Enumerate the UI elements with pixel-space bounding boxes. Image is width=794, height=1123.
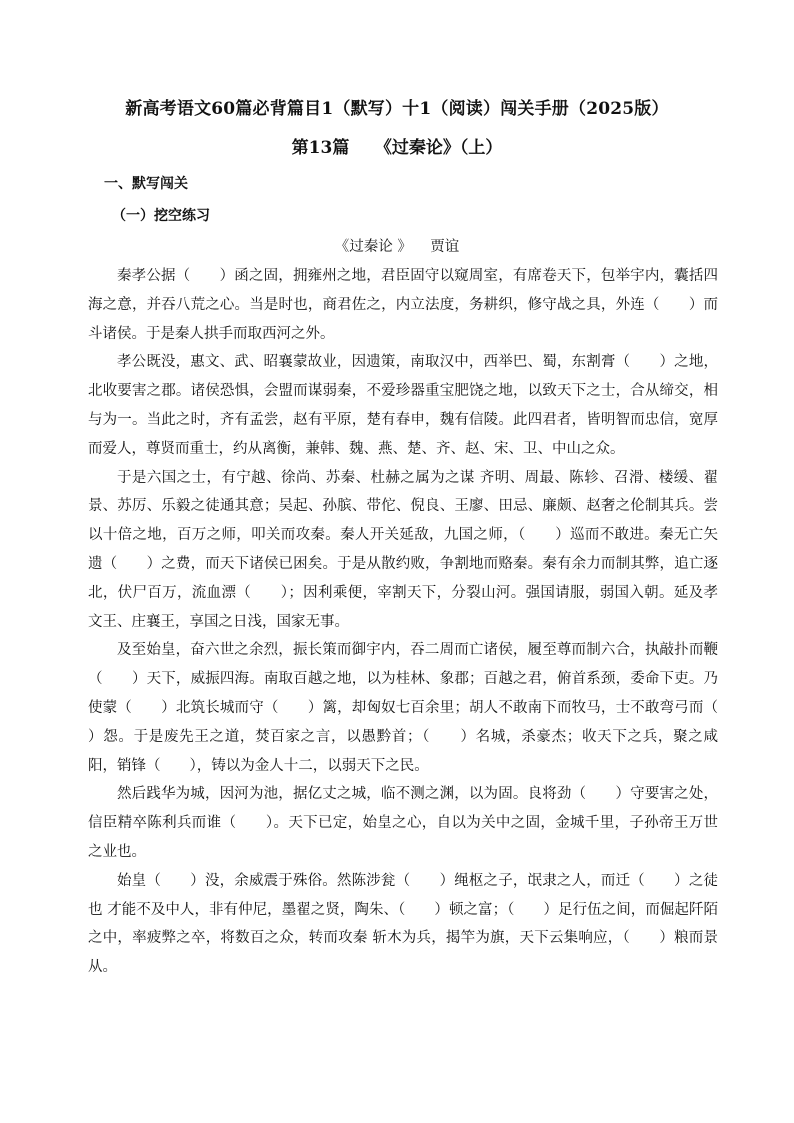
paragraph: 秦孝公据（ ）函之固，拥雍州之地，君臣固守以窥周室，有席卷天下，包举宇内，囊括四海之意，并吞八荒之心。当是时也，商君佐之，内立法度，务耕织，修守战之具，外连（ ）而斗诸侯。于是秦人拱手而取西河之外。 <box>88 268 718 342</box>
paragraph: 及至始皇，奋六世之余烈，振长策而御宇内，吞二周而亡诸侯，履至尊而制六合，执敲扑而鞭（ ）天下，威振四海。南取百越之地，以为桂林、象郡；百越之君，俯首系颈，委命下吏。乃使蒙（ ）北筑长城而守（ ）篱，却匈奴七百余里；胡人不敢南下而牧马，士不敢弯弓而（ ）怨。于是废先王之道，焚百家之言，以愚黔首；（ ）名城，杀豪杰；收天下之兵，聚之咸阳，销锋（ ），铸以为金人十二，以弱天下之民。 <box>88 642 747 774</box>
paragraph: 孝公既没，惠文、武、昭襄蒙故业，因遗策，南取汉中，西举巴、蜀，东割膏（ ）之地，北收要害之郡。诸侯恐惧，会盟而谋弱秦，不爱珍器重宝肥饶之地，以致天下之士，合从缔交，相与为一。当此之时，齐有孟尝，赵有平原，楚有春申，魏有信陵。此四君者，皆明智而忠信，宽厚而爱人，尊贤而重士，约从离衡，兼韩、魏、燕、楚、齐、赵、宋、卫、中山之众。 <box>88 354 718 457</box>
document-title: 新高考语文60篇必背篇目1（默写）十1（阅读）闯关手册（2025版） <box>125 99 669 119</box>
text-title: 《过秦论 》 <box>334 239 412 255</box>
author-name: 贾谊 <box>430 239 460 255</box>
subsection-heading: （一）挖空练习 <box>112 208 210 224</box>
section-heading: 一、默写闯关 <box>104 176 188 192</box>
paragraph: 然后践华为城，因河为池，据亿丈之城，临不测之渊，以为固。良将劲（ ）守要害之处，信臣精卒陈利兵而谁（ ）。天下已定，始皇之心，自以为关中之固，金城千里，子孙帝王万世之业也。 <box>88 786 718 860</box>
text-title-line <box>0 235 794 256</box>
passage-body <box>88 262 747 982</box>
lesson-title: 第13篇 《过秦论》（上） <box>291 138 503 158</box>
paragraph: 于是六国之士，有宁越、徐尚、苏秦、杜赫之属为之谋 齐明、周最、陈轸、召滑、楼缓、翟景、苏厉、乐毅之徒通其意；吴起、孙膑、带佗、倪良、王廖、田忌、廉颇、赵奢之伦制其兵。尝以十倍之地，百万之师，叩关而攻秦。秦人开关延敌，九国之师，（ ）巡而不敢进。秦无亡矢遗（ ）之费，而天下诸侯已困矣。于是从散约败，争割地而赂秦。秦有余力而制其弊，追亡逐北，伏尸百万，流血漂（ ）；因利乘便，宰割天下，分裂山河。强国请服，弱国入朝。延及孝文王、庄襄王，享国之日浅，国家无事。 <box>88 469 718 630</box>
paragraph: 始皇（ ）没，余威震于殊俗。然陈涉瓮（ ）绳枢之子，氓隶之人，而迁（ ）之徒也 才能不及中人，非有仲尼，墨翟之贤，陶朱、（ ）顿之富；（ ）足行伍之间，而倔起阡陌之中，率疲弊之卒，将数百之众，转而攻秦 斩木为兵，揭竿为旗，天下云集响应，（ ）粮而景从。 <box>88 872 718 976</box>
